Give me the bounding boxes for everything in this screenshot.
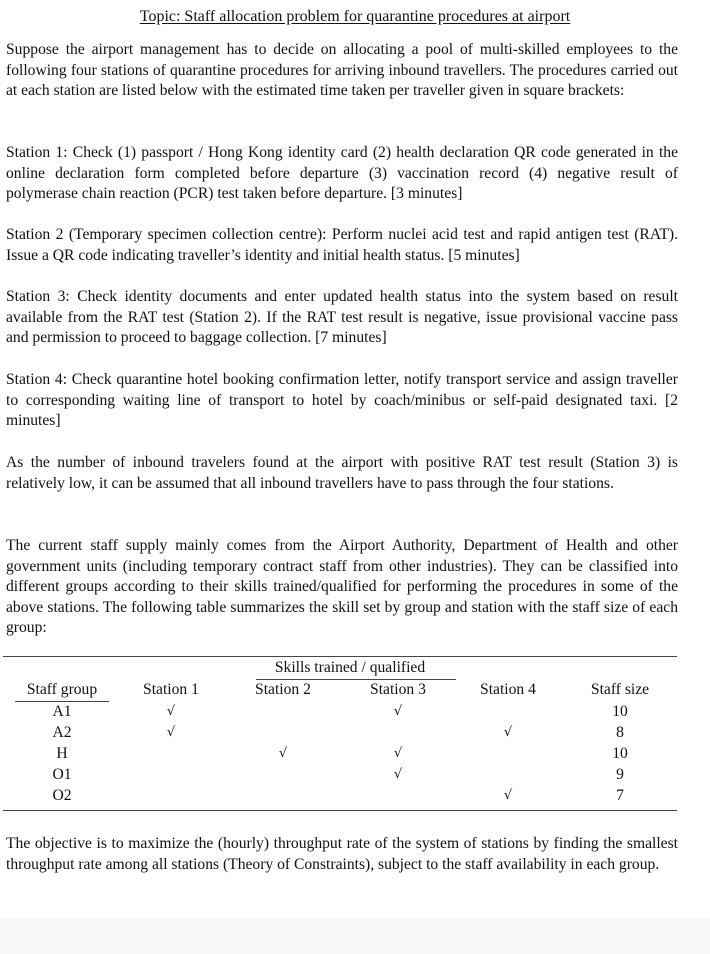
table-cell-group: A1 bbox=[52, 703, 72, 720]
table-cell-size: 10 bbox=[612, 745, 628, 762]
page-bottom-margin bbox=[0, 918, 710, 954]
table-cell-group: A2 bbox=[52, 724, 72, 741]
check-mark: √ bbox=[166, 725, 176, 740]
check-mark: √ bbox=[166, 704, 176, 719]
skills-group-header: Skills trained / qualified bbox=[274, 659, 426, 676]
table-bottom-rule bbox=[3, 810, 677, 811]
skills-table bbox=[3, 656, 677, 804]
header-staff-size: Staff size bbox=[590, 681, 650, 698]
header-station-1: Station 1 bbox=[143, 681, 199, 698]
station-2-paragraph: Station 2 (Temporary specimen collection centre): Perform nuclei acid test and rapid antigen test (RAT). Issue a QR code indicating traveller’s identity and initial health status. [5 minutes] bbox=[6, 226, 678, 264]
table-cell-group: O1 bbox=[52, 766, 72, 783]
table-cell-size: 10 bbox=[612, 703, 628, 720]
header-staff-group: Staff group bbox=[26, 681, 98, 698]
page-title: Topic: Staff allocation problem for quarantine procedures at airport bbox=[139, 8, 571, 25]
assumption-paragraph: As the number of inbound travelers found at the airport with positive RAT test result (Station 3) is relatively low, it can be assumed that all inbound travellers have to pass through the four stations. bbox=[6, 454, 678, 492]
table-cell-size: 8 bbox=[616, 724, 624, 741]
station-4-paragraph: Station 4: Check quarantine hotel booking confirmation letter, notify transport service and assign traveller to corresponding waiting line of transport to hotel by coach/minibus or self-paid designated taxi. [2 minutes] bbox=[6, 371, 678, 429]
header-station-2: Station 2 bbox=[255, 681, 311, 698]
check-mark: √ bbox=[393, 746, 403, 761]
table-cell-group: O2 bbox=[52, 787, 72, 804]
intro-paragraph: Suppose the airport management has to decide on allocating a pool of multi-skilled employees to the following four stations of quarantine procedures for arriving inbound travellers. The procedures carried out at each station are listed below with the estimated time taken per traveller given in square brackets: bbox=[6, 41, 678, 99]
table-cell-group: H bbox=[56, 745, 68, 762]
station-1-paragraph: Station 1: Check (1) passport / Hong Kong identity card (2) health declaration QR code generated in the online declaration form completed before departure (3) vaccination record (4) negative result of polymerase chain reaction (PCR) test taken before departure. [3 minutes] bbox=[6, 144, 678, 202]
check-mark: √ bbox=[393, 704, 403, 719]
table-cell-size: 9 bbox=[616, 766, 624, 783]
check-mark: √ bbox=[503, 788, 513, 803]
station-3-paragraph: Station 3: Check identity documents and enter updated health status into the system based on result available from the RAT test (Station 2). If the RAT test result is negative, issue provisional vaccine pass and permission to proceed to baggage collection. [7 minutes] bbox=[6, 288, 678, 346]
check-mark: √ bbox=[393, 767, 403, 782]
staff-supply-paragraph: The current staff supply mainly comes from the Airport Authority, Department of Health and other government units (including temporary contract staff from other industries). They can be classified into different groups according to their skills trained/qualified for performing the procedures in some of the above stations. The following table summarizes the skill set by group and station with the staff size of each group: bbox=[6, 537, 678, 636]
objective-paragraph: The objective is to maximize the (hourly) throughput rate of the system of stations by finding the smallest throughput rate among all stations (Theory of Constraints), subject to the staff availability in each group. bbox=[6, 835, 678, 873]
check-mark: √ bbox=[278, 746, 288, 761]
table-cell-size: 7 bbox=[616, 787, 624, 804]
check-mark: √ bbox=[503, 725, 513, 740]
header-station-4: Station 4 bbox=[480, 681, 536, 698]
header-station-3: Station 3 bbox=[370, 681, 426, 698]
